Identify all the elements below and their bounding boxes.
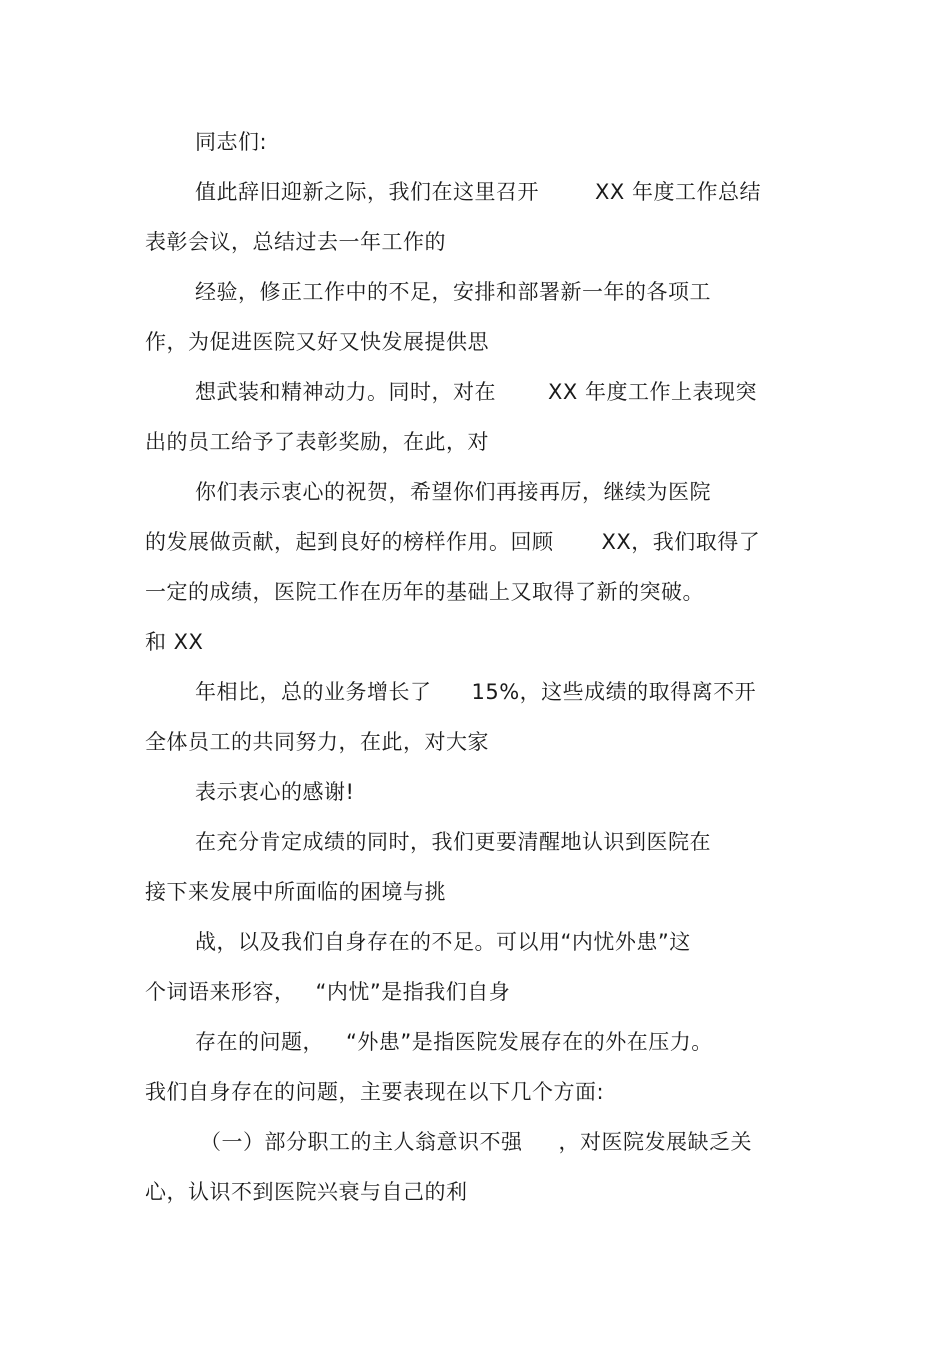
text-segment: 我们自身存在的问题，主要表现在以下几个方面: [145, 1080, 605, 1104]
text-segment: 经验，修正工作中的不足，安排和部署新一年的各项工 [195, 280, 711, 304]
text-segment: 作，为促进医院又好又快发展提供思 [145, 330, 489, 354]
text-line [145, 728, 489, 756]
text-segment: 战，以及我们自身存在的不足。可以用“内忧外患”这 [195, 930, 691, 954]
text-line [145, 528, 760, 556]
text-line [195, 278, 711, 306]
text-segment: 接下来发展中所面临的困境与挑 [145, 880, 446, 904]
text-line [145, 428, 489, 456]
text-line [195, 678, 756, 706]
text-line [195, 478, 711, 506]
text-segment: 心，认识不到医院兴衰与自己的利 [145, 1180, 468, 1204]
text-line [195, 128, 267, 156]
text-segment: 存在的问题， [195, 1030, 324, 1054]
text-line [195, 828, 711, 856]
text-segment: 个词语来形容， [145, 980, 296, 1004]
text-line [145, 878, 446, 906]
text-segment: 表示衷心的感谢! [195, 780, 355, 804]
text-segment: 和 XX [145, 630, 204, 654]
text-line [145, 628, 203, 656]
text-segment: 全体员工的共同努力，在此，对大家 [145, 730, 489, 754]
text-segment: “内忧”是指我们自身 [315, 980, 511, 1004]
text-segment: XX 年度工作上表现突 [548, 380, 757, 404]
text-segment: （一）部分职工的主人翁意识不强 [200, 1130, 523, 1154]
text-line [195, 378, 757, 406]
text-segment: XX，我们取得了 [601, 530, 761, 554]
text-segment: 在充分肯定成绩的同时，我们更要清醒地认识到医院在 [195, 830, 711, 854]
text-segment: XX 年度工作总结 [595, 180, 761, 204]
text-line [145, 578, 704, 606]
text-segment: “外患”是指医院发展存在的外在压力。 [346, 1030, 713, 1054]
text-line [145, 228, 446, 256]
text-segment: 15%，这些成绩的取得离不开 [471, 680, 757, 704]
text-segment: 年相比，总的业务增长了 [195, 680, 432, 704]
text-segment: ，对医院发展缺乏关 [558, 1130, 752, 1154]
text-segment: 一定的成绩，医院工作在历年的基础上又取得了新的突破。 [145, 580, 704, 604]
text-segment: 表彰会议，总结过去一年工作的 [145, 230, 446, 254]
text-segment: 你们表示衷心的祝贺，希望你们再接再厉，继续为医院 [195, 480, 711, 504]
text-line [145, 328, 489, 356]
text-segment: 值此辞旧迎新之际，我们在这里召开 [195, 180, 539, 204]
text-segment: 的发展做贡献，起到良好的榜样作用。回顾 [145, 530, 554, 554]
text-line [195, 778, 354, 806]
text-line [195, 1028, 713, 1056]
text-line [195, 928, 691, 956]
text-segment: 同志们: [195, 130, 268, 154]
text-line [145, 1078, 604, 1106]
text-line [195, 178, 761, 206]
text-segment: 想武装和精神动力。同时，对在 [195, 380, 496, 404]
text-segment: 出的员工给予了表彰奖励，在此，对 [145, 430, 489, 454]
text-line [200, 1128, 752, 1156]
text-line [145, 1178, 468, 1206]
text-line [145, 978, 510, 1006]
